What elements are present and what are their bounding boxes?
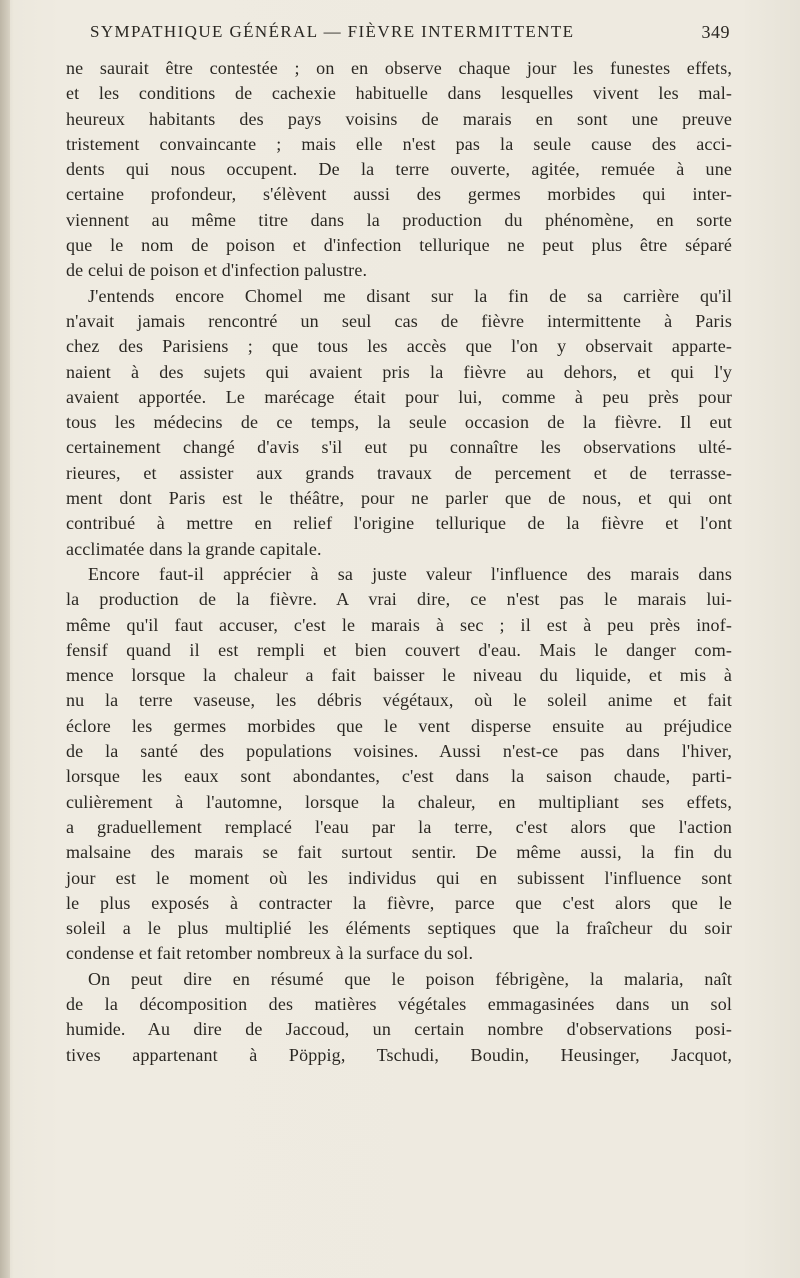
text-line: heureux habitants des pays voisins de marais en sont une preuve	[66, 108, 732, 129]
running-head: SYMPATHIQUE GÉNÉRAL — FIÈVRE INTERMITTENTE	[90, 22, 575, 41]
text-line: avaient apportée. Le marécage était pour lui, comme à peu près pour	[66, 386, 732, 407]
text-line: contribué à mettre en relief l'origine tellurique de la fièvre et l'ont	[66, 513, 732, 534]
text-line: humide. Au dire de Jaccoud, un certain nombre d'observations posi-	[66, 1019, 732, 1040]
text-line: soleil a le plus multiplié les éléments septiques que la fraîcheur du soir	[66, 918, 732, 939]
text-line: culièrement à l'automne, lorsque la chaleur, en multipliant ses effets,	[66, 791, 732, 812]
paragraph-first-line: On peut dire en résumé que le poison fébrigène, la malaria, naît	[88, 968, 732, 989]
text-line: lorsque les eaux sont abondantes, c'est dans la saison chaude, parti-	[66, 766, 732, 787]
paragraph-first-line: Encore faut-il apprécier à sa juste valeur l'influence des marais dans	[88, 563, 732, 584]
binding-edge	[0, 0, 10, 1278]
text-line: tristement convaincante ; mais elle n'est pas la seule cause des acci-	[66, 133, 732, 154]
text-line: tives appartenant à Pöppig, Tschudi, Boudin, Heusinger, Jacquot,	[66, 1044, 732, 1065]
text-line: éclore les germes morbides que le vent disperse ensuite au préjudice	[66, 715, 732, 736]
body-text	[66, 56, 732, 1068]
text-line: de la décomposition des matières végétales emmagasinées dans un sol	[66, 993, 732, 1014]
text-line: la production de la fièvre. A vrai dire, ce n'est pas le marais lui-	[66, 589, 732, 610]
page-header	[90, 22, 730, 50]
text-line: et les conditions de cachexie habituelle dans lesquelles vivent les mal-	[66, 83, 732, 104]
text-line: certainement changé d'avis s'il eut pu connaître les observations ulté-	[66, 437, 732, 458]
text-line: malsaine des marais se fait surtout sentir. De même aussi, la fin du	[66, 842, 732, 863]
text-line: même qu'il faut accuser, c'est le marais à sec ; il est à peu près inof-	[66, 614, 732, 635]
text-line: dents qui nous occupent. De la terre ouverte, agitée, remuée à une	[66, 159, 732, 180]
text-line: viennent au même titre dans la production du phénomène, en sorte	[66, 209, 732, 230]
text-line: mence lorsque la chaleur a fait baisser le niveau du liquide, et mis à	[66, 665, 732, 686]
text-line: fensif quand il est rempli et bien couvert d'eau. Mais le danger com-	[66, 639, 732, 660]
text-line: le plus exposés à contracter la fièvre, parce que c'est alors que le	[66, 892, 732, 913]
page-number: 349	[701, 22, 730, 42]
text-line: rieures, et assister aux grands travaux de percement et de terrasse-	[66, 462, 732, 483]
text-line: de celui de poison et d'infection palustre.	[66, 260, 368, 281]
text-line: que le nom de poison et d'infection tellurique ne peut plus être séparé	[66, 235, 732, 256]
text-line: tous les médecins de ce temps, la seule occasion de la fièvre. Il eut	[66, 412, 732, 433]
text-line: chez des Parisiens ; que tous les accès que l'on y observait apparte-	[66, 336, 732, 357]
text-line: naient à des sujets qui avaient pris la fièvre au dehors, et qui l'y	[66, 361, 732, 382]
text-line: acclimatée dans la grande capitale.	[66, 538, 322, 559]
paragraph-first-line: J'entends encore Chomel me disant sur la fin de sa carrière qu'il	[88, 285, 732, 306]
text-line: ne saurait être contestée ; on en observe chaque jour les funestes effets,	[66, 58, 732, 78]
text-line: certaine profondeur, s'élèvent aussi des germes morbides qui inter-	[66, 184, 732, 205]
text-line: ment dont Paris est le théâtre, pour ne parler que de nous, et qui ont	[66, 488, 732, 509]
text-line: nu la terre vaseuse, les débris végétaux, où le soleil anime et fait	[66, 690, 732, 711]
text-line: a graduellement remplacé l'eau par la terre, c'est alors que l'action	[66, 816, 732, 837]
text-line: de la santé des populations voisines. Aussi n'est-ce pas dans l'hiver,	[66, 741, 732, 762]
text-line: condense et fait retomber nombreux à la surface du sol.	[66, 943, 474, 964]
text-line: jour est le moment où les individus qui en subissent l'influence sont	[66, 867, 732, 888]
text-line: n'avait jamais rencontré un seul cas de fièvre intermittente à Paris	[66, 310, 732, 331]
